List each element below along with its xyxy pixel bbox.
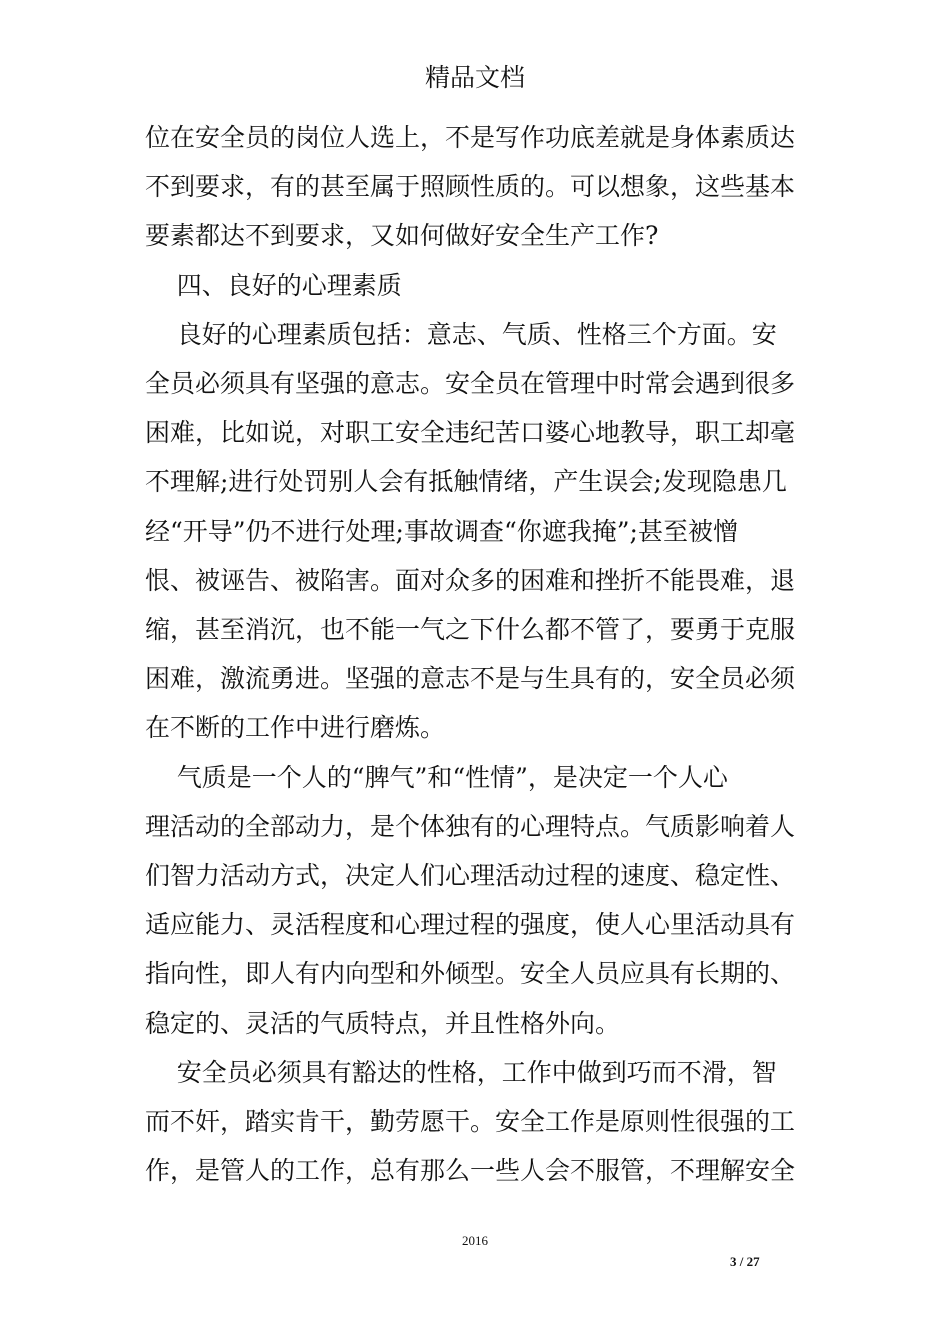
text-line: 稳定的、灵活的气质特点，并且性格外向。 (145, 1008, 621, 1038)
text-line: 位在安全员的岗位人选上，不是写作功底差就是身体素质达 (145, 123, 796, 152)
page-header (0, 58, 950, 98)
text-line: 不理解;进行处罚别人会有抵触情绪，产生误会;发现隐患几 (145, 467, 787, 497)
text-line: 全员必须具有坚强的意志。安全员在管理中时常会遇到很多 (145, 369, 796, 399)
text-line: 而不奸，踏实肯干，勤劳愿干。安全工作是原则性很强的工 (145, 1107, 796, 1137)
text-line: 经“开导”仍不进行处理;事故调查“你遮我掩”;甚至被憎 (145, 516, 738, 546)
text-line: 适应能力、灵活程度和心理过程的强度，使人心里活动具有 (145, 910, 796, 940)
text-line: 在不断的工作中进行磨炼。 (145, 713, 446, 743)
text-line: 良好的心理素质包括：意志、气质、性格三个方面。安 (145, 319, 777, 349)
text-line: 气质是一个人的“脾气”和“性情”，是决定一个人心 (145, 762, 728, 792)
section-heading: 四、良好的心理素质 (145, 270, 402, 300)
text-line: 困难，比如说，对职工安全违纪苦口婆心地教导，职工却毫 (145, 418, 796, 448)
page-number: 3 / 27 (730, 1254, 760, 1269)
document-body (145, 113, 835, 1195)
text-line: 恨、被诬告、被陷害。面对众多的困难和挫折不能畏难，退 (145, 565, 796, 595)
text-line: 作，是管人的工作，总有那么一些人会不服管，不理解安全 (145, 1156, 796, 1186)
text-line: 指向性，即人有内向型和外倾型。安全人员应具有长期的、 (145, 959, 796, 989)
text-line: 安全员必须具有豁达的性格，工作中做到巧而不滑，智 (145, 1057, 777, 1087)
text-line: 困难，激流勇进。坚强的意志不是与生具有的，安全员必须 (145, 664, 796, 694)
header-title: 精品文档 (424, 63, 525, 92)
text-line: 缩，甚至消沉，也不能一气之下什么都不管了，要勇于克服 (145, 615, 796, 645)
text-line: 要素都达不到要求，又如何做好安全生产工作? (145, 221, 659, 251)
text-line: 们智力活动方式，决定人们心理活动过程的速度、稳定性、 (145, 861, 796, 891)
text-line: 不到要求，有的甚至属于照顾性质的。可以想象，这些基本 (145, 172, 796, 202)
footer-year: 2016 (462, 1233, 488, 1248)
text-line: 理活动的全部动力，是个体独有的心理特点。气质影响着人 (145, 811, 796, 841)
